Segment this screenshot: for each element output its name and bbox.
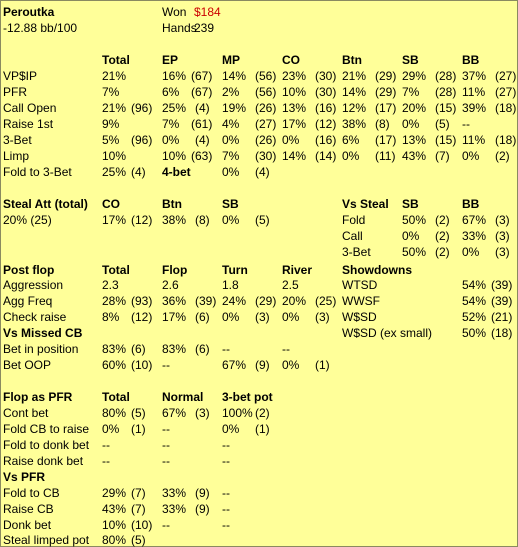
stat-value: 7%: [162, 117, 180, 131]
stat-value: 20%: [282, 294, 307, 308]
stat-value: 54%: [462, 294, 487, 308]
stat-value: 52%: [462, 310, 487, 324]
four-bet-label: 4-bet: [162, 165, 191, 179]
stat-count: (3): [315, 310, 330, 324]
stat-count: (26): [255, 133, 277, 147]
stat-value: --: [222, 342, 230, 356]
stat-value: 11%: [462, 85, 486, 99]
stat-value: 21%: [102, 101, 127, 115]
stat-value: 7%: [102, 85, 120, 99]
stat-value: 60%: [102, 358, 127, 372]
stat-value: 38%: [342, 117, 367, 131]
preflop-header-sb: SB: [402, 53, 419, 67]
stat-count: (4): [195, 133, 210, 147]
row-label: Cont bet: [3, 406, 49, 420]
row-label: Fold CB to raise: [3, 422, 90, 436]
stat-value: 50%: [462, 326, 487, 340]
stat-count: (5): [255, 213, 270, 227]
stat-value: 1.8: [222, 278, 239, 292]
stat-value: 0%: [402, 229, 420, 243]
stat-value: 0%: [402, 117, 420, 131]
row-label: PFR: [3, 85, 27, 99]
stat-value: 83%: [102, 342, 127, 356]
stat-count: (39): [491, 278, 513, 292]
hands-label: Hands: [162, 21, 197, 35]
vs-steal-header-sb: SB: [402, 197, 419, 211]
stat-count: (93): [131, 294, 153, 308]
row-label: Bet in position: [3, 342, 79, 356]
stat-count: (3): [195, 406, 210, 420]
stat-value: 10%: [282, 85, 307, 99]
stat-value: 17%: [102, 213, 127, 227]
row-label: 3-Bet: [3, 133, 32, 147]
stat-value: 0%: [222, 133, 240, 147]
stat-value: 36%: [162, 294, 187, 308]
stat-value: --: [222, 486, 230, 500]
stat-count: (18): [495, 101, 517, 115]
stat-value: 25%: [102, 165, 127, 179]
row-label: Call Open: [3, 101, 57, 115]
row-label: WTSD: [342, 278, 378, 292]
stat-value: 6%: [342, 133, 360, 147]
row-label: Limp: [3, 149, 30, 163]
stat-value: 50%: [402, 213, 427, 227]
stat-value: 23%: [282, 69, 307, 83]
stat-count: (15): [435, 101, 457, 115]
stat-value: --: [222, 438, 230, 452]
showdowns-title: Showdowns: [342, 263, 412, 277]
stat-value: 67%: [162, 406, 187, 420]
row-label: Steal limped pot: [3, 533, 90, 547]
postflop-header-flop: Flop: [162, 263, 188, 277]
stat-count: (28): [435, 69, 457, 83]
stat-count: (39): [491, 294, 513, 308]
stat-count: (29): [255, 294, 277, 308]
steal-header-co: CO: [102, 197, 120, 211]
bb100: -12.88 bb/100: [3, 21, 78, 35]
stat-count: (4): [195, 101, 210, 115]
stat-count: (25): [315, 294, 337, 308]
stat-count: (96): [131, 101, 153, 115]
stat-count: (39): [195, 294, 217, 308]
stat-value: 100%: [222, 406, 253, 420]
stat-count: (18): [495, 133, 517, 147]
stat-value: 50%: [402, 245, 427, 259]
preflop-header-btn: Btn: [342, 53, 362, 67]
stat-count: (27): [495, 69, 517, 83]
stat-value: 0%: [222, 165, 240, 179]
stat-count: (56): [255, 69, 277, 83]
row-label: Fold to CB: [3, 486, 60, 500]
stat-value: --: [162, 454, 170, 468]
stat-count: (2): [255, 406, 270, 420]
stat-value: 39%: [462, 101, 487, 115]
hands-value: 239: [194, 21, 215, 35]
stat-value: 2.5: [282, 278, 299, 292]
stat-count: (1): [255, 422, 270, 436]
stat-count: (2): [435, 245, 450, 259]
stat-value: --: [102, 438, 110, 452]
preflop-header-ep: EP: [162, 53, 179, 67]
stat-value: --: [222, 454, 230, 468]
stat-count: (9): [255, 358, 270, 372]
stat-count: (10): [131, 518, 153, 532]
stat-count: (17): [375, 101, 397, 115]
stat-value: 7%: [222, 149, 240, 163]
stat-value: 33%: [162, 502, 187, 516]
stat-value: --: [162, 422, 170, 436]
stat-count: (7): [131, 486, 146, 500]
stat-value: --: [162, 518, 170, 532]
stat-count: (56): [255, 85, 277, 99]
stat-count: (11): [375, 149, 396, 163]
pfr-title: Flop as PFR: [3, 390, 73, 404]
postflop-header-river: River: [282, 263, 313, 277]
preflop-header-mp: MP: [222, 53, 240, 67]
postflop-header-total: Total: [102, 263, 130, 277]
stat-count: (5): [131, 406, 146, 420]
stat-count: (28): [435, 85, 457, 99]
pfr-header-normal: Normal: [162, 390, 204, 404]
steal-att-label: Steal Att (total): [3, 197, 88, 211]
stat-value: 33%: [162, 486, 187, 500]
stat-count: (9): [195, 486, 210, 500]
stat-value: 54%: [462, 278, 487, 292]
vs-steal-title: Vs Steal: [342, 197, 389, 211]
stat-value: 0%: [102, 422, 120, 436]
stat-count: (8): [195, 213, 210, 227]
stat-count: (2): [495, 149, 510, 163]
stat-value: 24%: [222, 294, 247, 308]
stat-value: 43%: [102, 502, 127, 516]
preflop-header-co: CO: [282, 53, 300, 67]
stat-count: (1): [131, 422, 146, 436]
stat-count: (8): [375, 117, 390, 131]
stat-value: --: [282, 342, 290, 356]
row-label: Raise CB: [3, 502, 54, 516]
stat-count: (30): [255, 149, 277, 163]
postflop-title: Post flop: [3, 263, 55, 277]
vs-steal-header-bb: BB: [462, 197, 480, 211]
stat-count: (15): [435, 133, 457, 147]
stat-value: 12%: [342, 101, 367, 115]
stat-value: --: [162, 438, 170, 452]
stat-value: 33%: [462, 229, 487, 243]
row-label: Donk bet: [3, 518, 52, 532]
stat-count: (6): [195, 342, 210, 356]
stat-value: 67%: [222, 358, 247, 372]
stat-count: (10): [131, 358, 153, 372]
stat-count: (6): [131, 342, 146, 356]
stat-value: 37%: [462, 69, 487, 83]
stat-count: (63): [191, 149, 213, 163]
stat-count: (30): [315, 69, 337, 83]
stat-count: (3): [255, 310, 270, 324]
stat-count: (2): [435, 229, 450, 243]
stat-count: (7): [131, 502, 146, 516]
stat-value: 83%: [162, 342, 187, 356]
stat-value: --: [222, 518, 230, 532]
stat-count: (96): [131, 133, 153, 147]
stat-count: (4): [131, 165, 146, 179]
stat-value: 2%: [222, 85, 240, 99]
stat-value: 17%: [282, 117, 307, 131]
stat-count: (17): [375, 133, 397, 147]
stat-value: --: [222, 502, 230, 516]
stat-value: 14%: [222, 69, 247, 83]
stat-count: (3): [495, 245, 510, 259]
stat-value: 80%: [102, 533, 127, 547]
stat-count: (12): [315, 117, 337, 131]
stat-count: (2): [435, 213, 450, 227]
row-label: Raise 1st: [3, 117, 54, 131]
stat-value: 0%: [222, 422, 240, 436]
stat-value: 14%: [282, 149, 307, 163]
stat-value: 0%: [282, 310, 300, 324]
stat-value: 0%: [222, 213, 240, 227]
stat-value: 19%: [222, 101, 247, 115]
stat-count: (16): [315, 101, 337, 115]
postflop-header-turn: Turn: [222, 263, 248, 277]
pfr-header-3bet: 3-bet pot: [222, 390, 273, 404]
stat-count: (29): [375, 69, 397, 83]
row-label: Fold: [342, 213, 366, 227]
stat-value: 21%: [102, 69, 127, 83]
row-label: W$SD: [342, 310, 377, 324]
row-label: W$SD (ex small): [342, 326, 433, 340]
stat-count: (14): [315, 149, 337, 163]
stat-value: 67%: [462, 213, 487, 227]
stat-value: 0%: [462, 149, 480, 163]
stat-value: 0%: [462, 245, 480, 259]
stat-value: 11%: [462, 133, 486, 147]
stat-value: 21%: [342, 69, 367, 83]
stat-count: (4): [255, 165, 270, 179]
stat-value: 16%: [162, 69, 187, 83]
stat-value: 2.6: [162, 278, 179, 292]
row-label: Fold to 3-Bet: [3, 165, 72, 179]
stat-value: 25%: [162, 101, 187, 115]
stat-count: (27): [255, 117, 277, 131]
stat-value: 10%: [102, 149, 127, 163]
row-label: Aggression: [3, 278, 64, 292]
stat-value: 29%: [102, 486, 127, 500]
stat-count: (7): [435, 149, 450, 163]
won-label: Won: [162, 5, 187, 19]
stat-value: 10%: [162, 149, 187, 163]
steal-header-btn: Btn: [162, 197, 182, 211]
stat-count: (67): [191, 69, 213, 83]
stat-value: --: [162, 358, 170, 372]
row-label: Check raise: [3, 310, 67, 324]
stat-count: (30): [315, 85, 337, 99]
stat-count: (12): [131, 310, 153, 324]
won-value: $184: [194, 5, 221, 19]
stat-value: 6%: [162, 85, 180, 99]
stat-value: 29%: [402, 69, 427, 83]
stat-count: (27): [495, 85, 517, 99]
stat-count: (9): [195, 502, 210, 516]
stat-count: (5): [131, 533, 146, 547]
stat-value: 7%: [402, 85, 420, 99]
preflop-header-total: Total: [102, 53, 130, 67]
stat-value: 0%: [342, 149, 360, 163]
stat-value: 13%: [282, 101, 307, 115]
stat-value: 13%: [402, 133, 427, 147]
stat-count: (61): [191, 117, 213, 131]
stat-value: 0%: [222, 310, 240, 324]
stat-value: 17%: [162, 310, 187, 324]
pfr-header-total: Total: [102, 390, 130, 404]
stat-value: 10%: [102, 518, 127, 532]
row-label: Raise donk bet: [3, 454, 84, 468]
stat-value: 9%: [102, 117, 120, 131]
stat-count: (3): [495, 213, 510, 227]
vs-pfr-title: Vs PFR: [3, 470, 46, 484]
stat-value: 5%: [102, 133, 120, 147]
stat-count: (12): [131, 213, 153, 227]
stat-value: 38%: [162, 213, 187, 227]
missed-cb-title: Vs Missed CB: [3, 326, 83, 340]
stat-value: 4%: [222, 117, 240, 131]
stat-value: 20%: [402, 101, 427, 115]
stat-count: (1): [315, 358, 330, 372]
stat-value: 0%: [282, 133, 300, 147]
stat-count: (29): [375, 85, 397, 99]
steal-header-sb: SB: [222, 197, 239, 211]
player-name: Peroutka: [3, 5, 55, 19]
stat-count: (67): [191, 85, 213, 99]
row-label: Fold to donk bet: [3, 438, 90, 452]
stat-value: 2.3: [102, 278, 119, 292]
stat-count: (21): [491, 310, 513, 324]
stat-count: (26): [255, 101, 277, 115]
row-label: WWSF: [342, 294, 380, 308]
steal-att-value: 20% (25): [3, 213, 52, 227]
stat-count: (5): [435, 117, 450, 131]
row-label: Bet OOP: [3, 358, 52, 372]
stat-value: 0%: [282, 358, 300, 372]
stat-count: (3): [495, 229, 510, 243]
stat-value: 43%: [402, 149, 427, 163]
stat-value: 14%: [342, 85, 367, 99]
preflop-header-bb: BB: [462, 53, 480, 67]
stat-value: 28%: [102, 294, 127, 308]
row-label: 3-Bet: [342, 245, 371, 259]
row-label: Call: [342, 229, 363, 243]
row-label: VP$IP: [3, 69, 38, 83]
stat-count: (6): [195, 310, 210, 324]
stat-value: 0%: [162, 133, 180, 147]
stat-count: (16): [315, 133, 337, 147]
row-label: Agg Freq: [3, 294, 53, 308]
stat-count: (18): [491, 326, 513, 340]
stat-value: --: [102, 454, 110, 468]
stat-value: 8%: [102, 310, 120, 324]
stat-value: --: [462, 117, 470, 131]
stat-value: 80%: [102, 406, 127, 420]
